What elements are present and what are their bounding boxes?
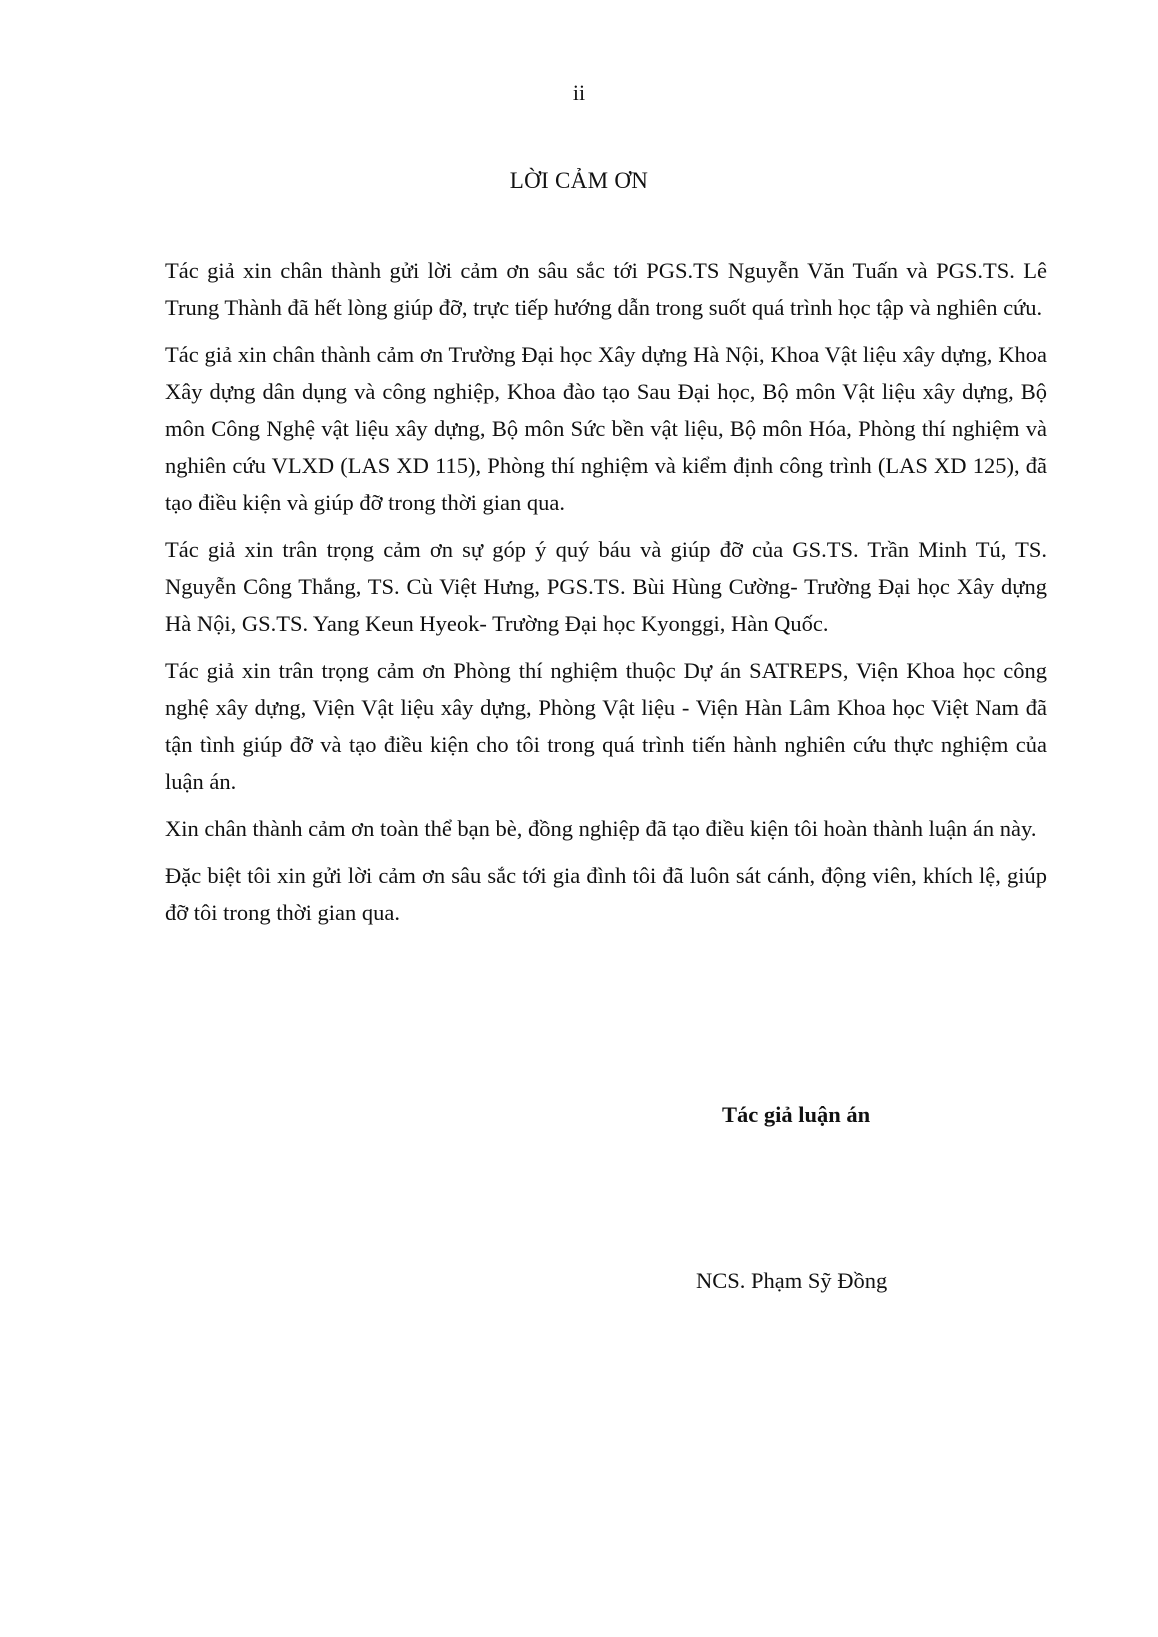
paragraph-family: Đặc biệt tôi xin gửi lời cảm ơn sâu sắc tới gia đình tôi đã luôn sát cánh, động viên, khích lệ, giúp đỡ tôi trong thời gian qua. bbox=[165, 863, 1047, 925]
paragraph-university: Tác giả xin chân thành cảm ơn Trường Đại học Xây dựng Hà Nội, Khoa Vật liệu xây dựng, Khoa Xây dựng dân dụng và công nghiệp, Khoa đào tạo Sau Đại học, Bộ môn Vật liệu xây dựng, Bộ môn Công Nghệ vật liệu xây dựng, Bộ môn Sức bền vật liệu, Bộ môn Hóa, Phòng thí nghiệm và nghiên cứu VLXD (LAS XD 115), Phòng thí nghiệm và kiểm định công trình (LAS XD 125), đã tạo điều kiện và giúp đỡ trong thời gian qua. bbox=[165, 342, 1047, 515]
acknowledgement-body bbox=[165, 252, 1047, 941]
paragraph-laboratories: Tác giả xin trân trọng cảm ơn Phòng thí nghiệm thuộc Dự án SATREPS, Viện Khoa học công nghệ xây dựng, Viện Vật liệu xây dựng, Phòng Vật liệu - Viện Hàn Lâm Khoa học Việt Nam đã tận tình giúp đỡ và tạo điều kiện cho tôi trong quá trình tiến hành nghiên cứu thực nghiệm của luận án. bbox=[165, 658, 1047, 794]
paragraph-reviewers: Tác giả xin trân trọng cảm ơn sự góp ý quý báu và giúp đỡ của GS.TS. Trần Minh Tú, TS. Nguyễn Công Thắng, TS. Cù Việt Hưng, PGS.TS. Bùi Hùng Cường- Trường Đại học Xây dựng Hà Nội, GS.TS. Yang Keun Hyeok- Trường Đại học Kyonggi, Hàn Quốc. bbox=[165, 537, 1047, 636]
signature-name: NCS. Phạm Sỹ Đồng bbox=[696, 1268, 888, 1293]
paragraph-colleagues: Xin chân thành cảm ơn toàn thể bạn bè, đồng nghiệp đã tạo điều kiện tôi hoàn thành luận án này. bbox=[165, 816, 1037, 841]
page-number: ii bbox=[572, 80, 586, 105]
signature-label: Tác giả luận án bbox=[722, 1102, 871, 1127]
paragraph-advisors: Tác giả xin chân thành gửi lời cảm ơn sâu sắc tới PGS.TS Nguyễn Văn Tuấn và PGS.TS. Lê Trung Thành đã hết lòng giúp đỡ, trực tiếp hướng dẫn trong suốt quá trình học tập và nghiên cứu. bbox=[165, 258, 1047, 320]
page-title: LỜI CẢM ƠN bbox=[509, 168, 649, 193]
